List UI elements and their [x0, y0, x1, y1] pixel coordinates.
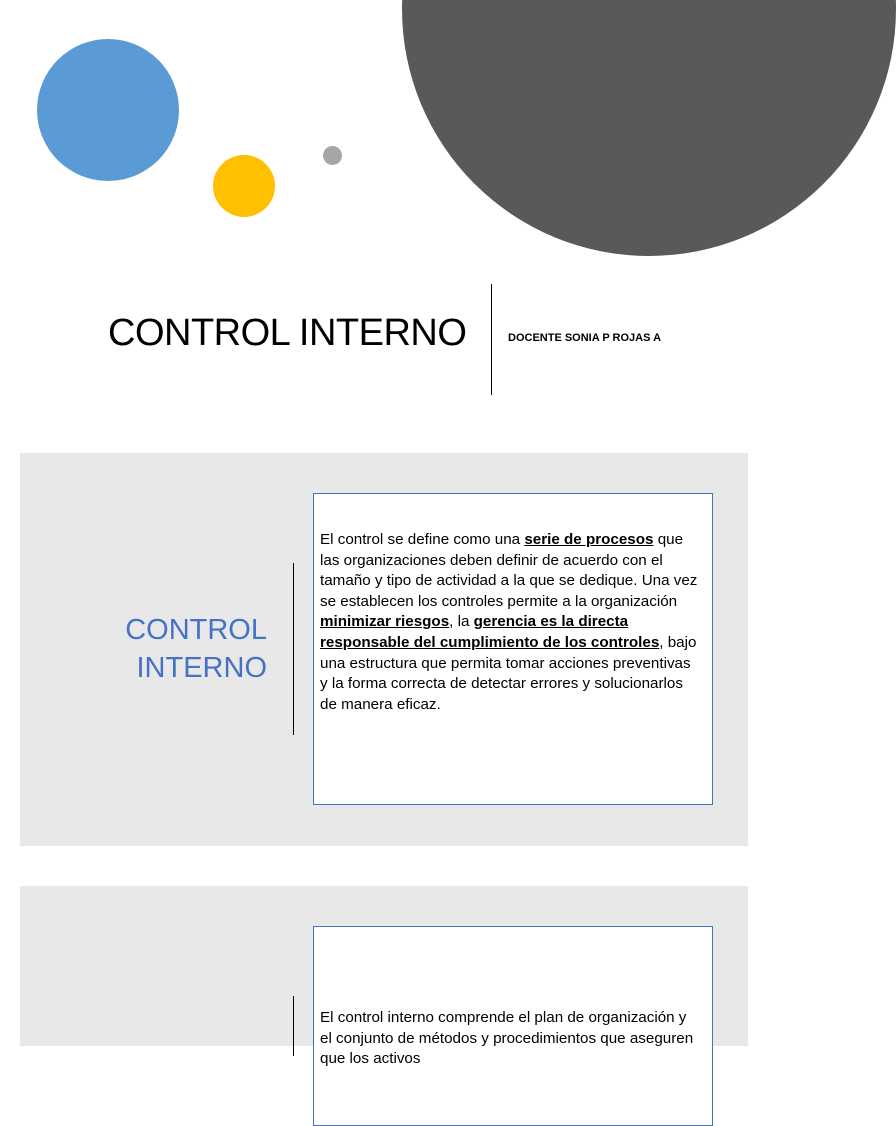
decor-circle-yellow — [213, 155, 275, 217]
decor-circle-blue — [37, 39, 179, 181]
definition-textbox — [313, 493, 713, 805]
slide-divider — [293, 563, 294, 735]
decor-circle-gray-small — [323, 146, 342, 165]
emphasis-serie-de-procesos: serie de procesos — [524, 531, 654, 548]
slide-control-interno — [20, 886, 748, 1068]
slide-heading-line2: INTERNO — [136, 652, 267, 684]
slide-divider — [293, 996, 294, 1056]
emphasis-gerencia: gerencia es la directa responsable del cumplimiento de los controles — [320, 613, 660, 651]
control-interno-textbox — [313, 926, 713, 1126]
body-text: El control se define como una — [320, 531, 525, 548]
body-text: , bajo una estructura que permita tomar acciones preventivas y la forma correcta de detectar errores y solucionarlos de manera eficaz. — [320, 633, 697, 713]
body-text: que las organizaciones deben definir de acuerdo con el tamaño y tipo de actividad a la que se dedique. Una vez se establecen los controles permite a la organización — [320, 531, 698, 610]
decor-circle-dark — [402, 0, 896, 256]
body-text: El control interno comprende el plan de organización y el conjunto de métodos y procedimientos que aseguren que los activos — [320, 1009, 694, 1068]
title-divider — [491, 284, 492, 395]
emphasis-minimizar-riesgos: minimizar riesgos — [320, 613, 450, 631]
body-text: , la — [449, 613, 474, 631]
slide-heading — [67, 611, 267, 687]
page-title: CONTROL INTERNO — [108, 312, 467, 354]
slide-heading-line1: CONTROL — [125, 614, 267, 646]
page-subtitle: DOCENTE SONIA P ROJAS A — [508, 332, 662, 344]
slide-definition — [20, 453, 748, 846]
